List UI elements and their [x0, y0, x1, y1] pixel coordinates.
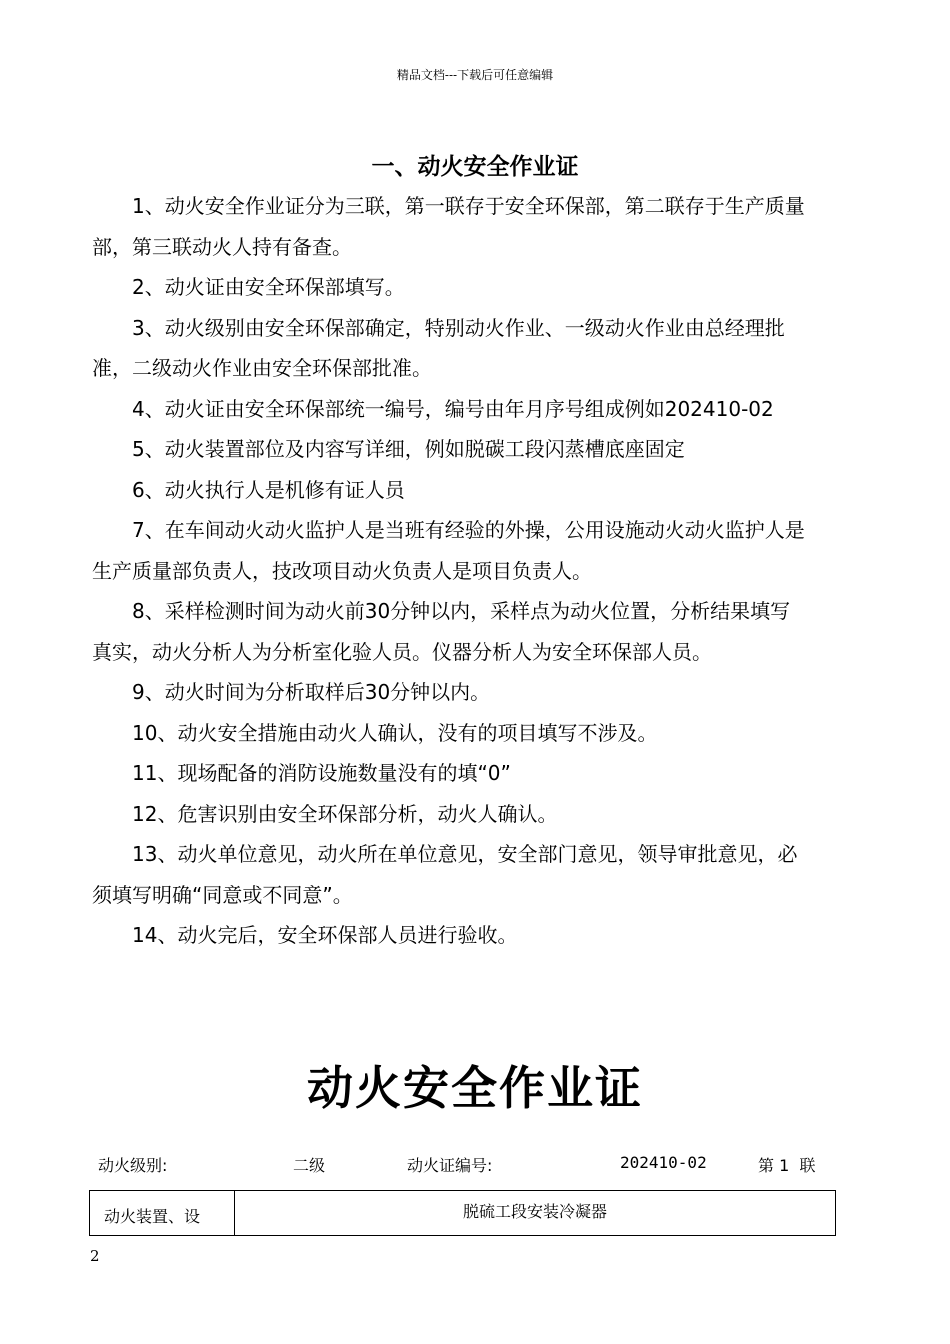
instruction-item: 13、动火单位意见，动火所在单位意见，安全部门意见，领导审批意见，必须填写明确“同意或不同意”。	[92, 842, 798, 907]
instruction-item: 14、动火完后，安全环保部人员进行验收。	[132, 923, 518, 947]
instruction-item: 4、动火证由安全环保部统一编号，编号由年月序号组成例如202410-02	[132, 396, 774, 421]
instruction-item: 12、危害识别由安全环保部分析，动火人确认。	[132, 801, 558, 826]
form-meta-row	[0, 1153, 950, 1177]
equipment-label-cell: 动火装置、设	[90, 1191, 235, 1236]
permit-number-value: 202410-02	[620, 1153, 707, 1172]
instruction-item: 6、动火执行人是机修有证人员	[132, 477, 405, 502]
instruction-item: 5、动火装置部位及内容写详细，例如脱碳工段闪蒸槽底座固定	[132, 437, 685, 461]
fire-level-value: 二级	[293, 1156, 326, 1175]
section-title: 一、动火安全作业证	[371, 154, 579, 180]
form-title: 动火安全作业证	[307, 1061, 643, 1115]
permit-table	[89, 1190, 836, 1236]
instruction-item: 11、现场配备的消防设施数量没有的填“0”	[132, 761, 511, 785]
fire-level-label: 动火级别:	[98, 1156, 168, 1175]
instruction-item: 7、在车间动火动火监护人是当班有经验的外操，公用设施动火动火监护人是生产质量部负责人，技改项目动火负责人是项目负责人。	[92, 518, 805, 583]
instruction-item: 2、动火证由安全环保部填写。	[132, 275, 405, 299]
instruction-item: 9、动火时间为分析取样后30分钟以内。	[132, 680, 491, 704]
instruction-item: 10、动火安全措施由动火人确认，没有的项目填写不涉及。	[132, 720, 658, 745]
instruction-item: 1、动火安全作业证分为三联，第一联存于安全环保部，第二联存于生产质量部，第三联动火人持有备查。	[92, 194, 805, 259]
header-note: 精品文档---下载后可任意编辑	[396, 68, 554, 82]
copy-number: 第 1 联	[758, 1156, 816, 1175]
instruction-list	[92, 186, 808, 956]
instruction-item: 3、动火级别由安全环保部确定，特别动火作业、一级动火作业由总经理批准，二级动火作业由安全环保部批准。	[92, 315, 785, 380]
table-row	[90, 1191, 836, 1236]
instruction-item: 8、采样检测时间为动火前30分钟以内，采样点为动火位置，分析结果填写真实，动火分析人为分析室化验人员。仪器分析人为安全环保部人员。	[92, 599, 791, 664]
page-number: 2	[90, 1247, 100, 1265]
equipment-value-cell: 脱硫工段安装冷凝器	[235, 1191, 836, 1236]
permit-number-label: 动火证编号:	[407, 1156, 493, 1175]
